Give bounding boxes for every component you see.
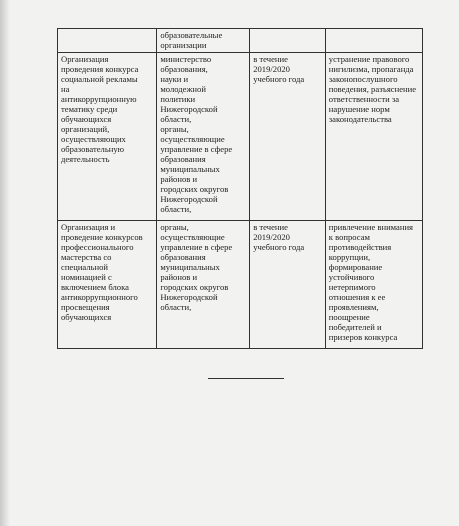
end-divider-line bbox=[208, 378, 284, 379]
table-cell-term: в течение 2019/2020 учебного года bbox=[250, 221, 326, 349]
table-cell-activity: Организация и проведение конкурсов профессионального мастерства со специальной номинацией с включением блока антикоррупционного просвещения обучающихся bbox=[58, 221, 157, 349]
table-cell-executors: образовательные организации bbox=[157, 29, 250, 53]
table-cell-result bbox=[325, 29, 422, 53]
table-row bbox=[58, 221, 423, 349]
table-row bbox=[58, 29, 423, 53]
table-cell-result: устранение правового нигилизма, пропаганда законопослушного поведения, разъяснение ответственности за нарушение норм законодательства bbox=[325, 53, 422, 221]
table-row bbox=[58, 53, 423, 221]
table-cell-result: привлечение внимания к вопросам противодействия коррупции, формирование устойчивого нетерпимого отношения к ее проявлениям, поощрение победителей и призеров конкурса bbox=[325, 221, 422, 349]
page-edge-shadow bbox=[0, 0, 10, 526]
table-cell-term bbox=[250, 29, 326, 53]
table-cell-executors: органы, осуществляющие управление в сфере образования муниципальных районов и городских округов Нижегородской области, bbox=[157, 221, 250, 349]
table-cell-activity bbox=[58, 29, 157, 53]
table-cell-activity: Организация проведения конкурса социальной рекламы на антикоррупционную тематику среди обучающихся организаций, осуществляющих образовательную деятельность bbox=[58, 53, 157, 221]
measures-table bbox=[57, 28, 423, 349]
table-cell-term: в течение 2019/2020 учебного года bbox=[250, 53, 326, 221]
table-cell-executors: министерство образования, науки и молодежной политики Нижегородской области, органы, осуществляющие управление в сфере образования муниципальных районов и городских округов Нижегородской области, bbox=[157, 53, 250, 221]
